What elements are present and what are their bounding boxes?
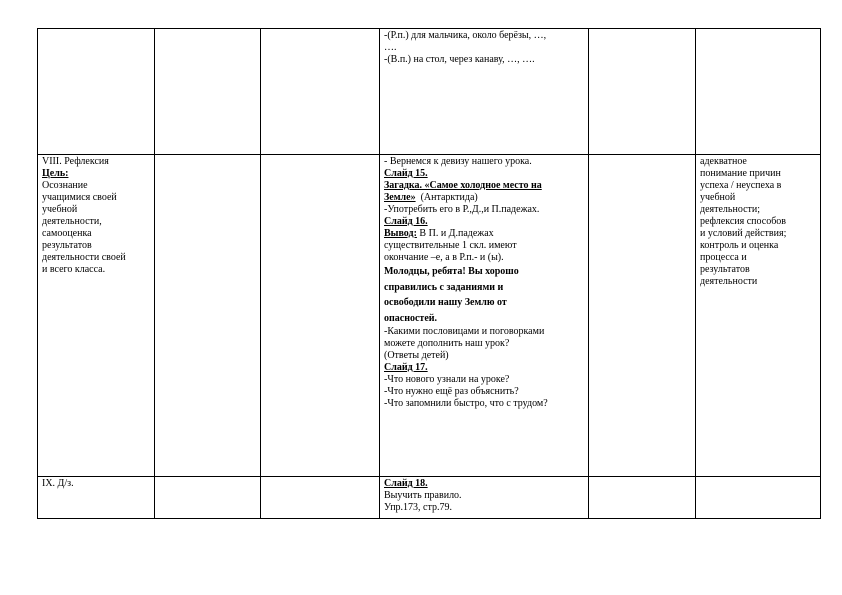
uud-line: успеха / неуспеха в: [700, 180, 782, 191]
uud-line: адекватное: [700, 156, 747, 167]
goal-label: Цель:: [42, 168, 69, 179]
uud-line: учебной: [700, 192, 736, 203]
goal-text-line: самооценка: [42, 228, 92, 239]
goal-text-line: и всего класса.: [42, 264, 106, 275]
uud-line: понимание причин: [700, 168, 781, 179]
slide-label: Слайд 16.: [384, 216, 428, 227]
cell-empty-3: [261, 29, 380, 155]
goal-text-line: деятельности,: [42, 216, 102, 227]
content-line: - Вернемся к девизу нашего урока.: [384, 156, 532, 167]
cell-empty-5: [589, 155, 696, 477]
content-line: ….: [384, 42, 397, 53]
cell-empty-2: [155, 477, 261, 519]
goal-text-line: Осознание: [42, 180, 88, 191]
cell-uud: [696, 155, 821, 477]
stage-title: IX. Д/з.: [42, 478, 74, 489]
content-line: можете дополнить наш урок?: [384, 338, 510, 349]
goal-text-line: учебной: [42, 204, 78, 215]
content-line: -(В.п.) на стол, через канаву, …, ….: [384, 54, 535, 65]
content-line: -Употребить его в Р.,Д.,и П.падежах.: [384, 204, 540, 215]
praise-line: освободили нашу Землю от: [384, 297, 507, 308]
conclusion-line: [384, 228, 584, 240]
content-line: Выучить правило.: [384, 490, 462, 501]
cell-content: [380, 29, 589, 155]
cell-empty-3: [261, 477, 380, 519]
goal-text-line: результатов: [42, 240, 92, 251]
cell-empty-2: [155, 29, 261, 155]
slide-label: Слайд 15.: [384, 168, 428, 179]
cell-stage: [38, 29, 155, 155]
content-line: -Какими пословицами и поговорками: [384, 326, 545, 337]
uud-line: рефлексия способов: [700, 216, 787, 227]
riddle-label: Загадка. «Самое холодное место на: [384, 180, 542, 191]
uud-line: процесса и: [700, 252, 747, 263]
content-line: -(Р.п.) для мальчика, около берёзы, …,: [384, 30, 547, 41]
slide-label: Слайд 18.: [384, 478, 428, 489]
question-line: -Что запомнили быстро, что с трудом?: [384, 398, 548, 409]
table-row-reflection: [38, 155, 821, 477]
praise-line: Молодцы, ребята! Вы хорошо: [384, 266, 519, 277]
slide-label: Слайд 17.: [384, 362, 428, 373]
cell-empty-2: [155, 155, 261, 477]
riddle-answer: (Антарктида): [420, 192, 478, 203]
table-row-continued: [38, 29, 821, 155]
uud-line: деятельности;: [700, 204, 761, 215]
content-line: Упр.173, стр.79.: [384, 502, 452, 513]
content-line: (Ответы детей): [384, 350, 449, 361]
question-line: -Что нужно ещё раз объяснить?: [384, 386, 519, 397]
cell-empty-5: [589, 29, 696, 155]
table-row-homework: [38, 477, 821, 519]
conclusion-label: Вывод:: [384, 228, 417, 239]
goal-text-line: деятельности своей: [42, 252, 126, 263]
uud-line: контроль и оценка: [700, 240, 779, 251]
content-line: существительные 1 скл. имеют: [384, 240, 517, 251]
goal-text-line: учащимися своей: [42, 192, 117, 203]
cell-empty-5: [589, 477, 696, 519]
cell-stage: [38, 155, 155, 477]
cell-stage: [38, 477, 155, 519]
content-line: окончание –е, а в Р.п.- и (ы).: [384, 252, 504, 263]
uud-line: деятельности: [700, 276, 758, 287]
riddle-word: Земле»: [384, 192, 416, 203]
praise-line: справились с заданиями и: [384, 281, 504, 293]
uud-line: результатов: [700, 264, 750, 275]
cell-uud: [696, 477, 821, 519]
lesson-plan-table: [37, 28, 821, 519]
praise-line: опасностей.: [384, 312, 438, 324]
cell-uud: [696, 29, 821, 155]
cell-content: [380, 477, 589, 519]
stage-title: VIII. Рефлексия: [42, 156, 109, 167]
cell-content: [380, 155, 589, 477]
conclusion-text: В П. и Д.падежах: [419, 228, 494, 239]
uud-line: и условий действия;: [700, 228, 787, 239]
cell-empty-3: [261, 155, 380, 477]
question-line: -Что нового узнали на уроке?: [384, 374, 510, 385]
riddle-line: [384, 192, 584, 204]
